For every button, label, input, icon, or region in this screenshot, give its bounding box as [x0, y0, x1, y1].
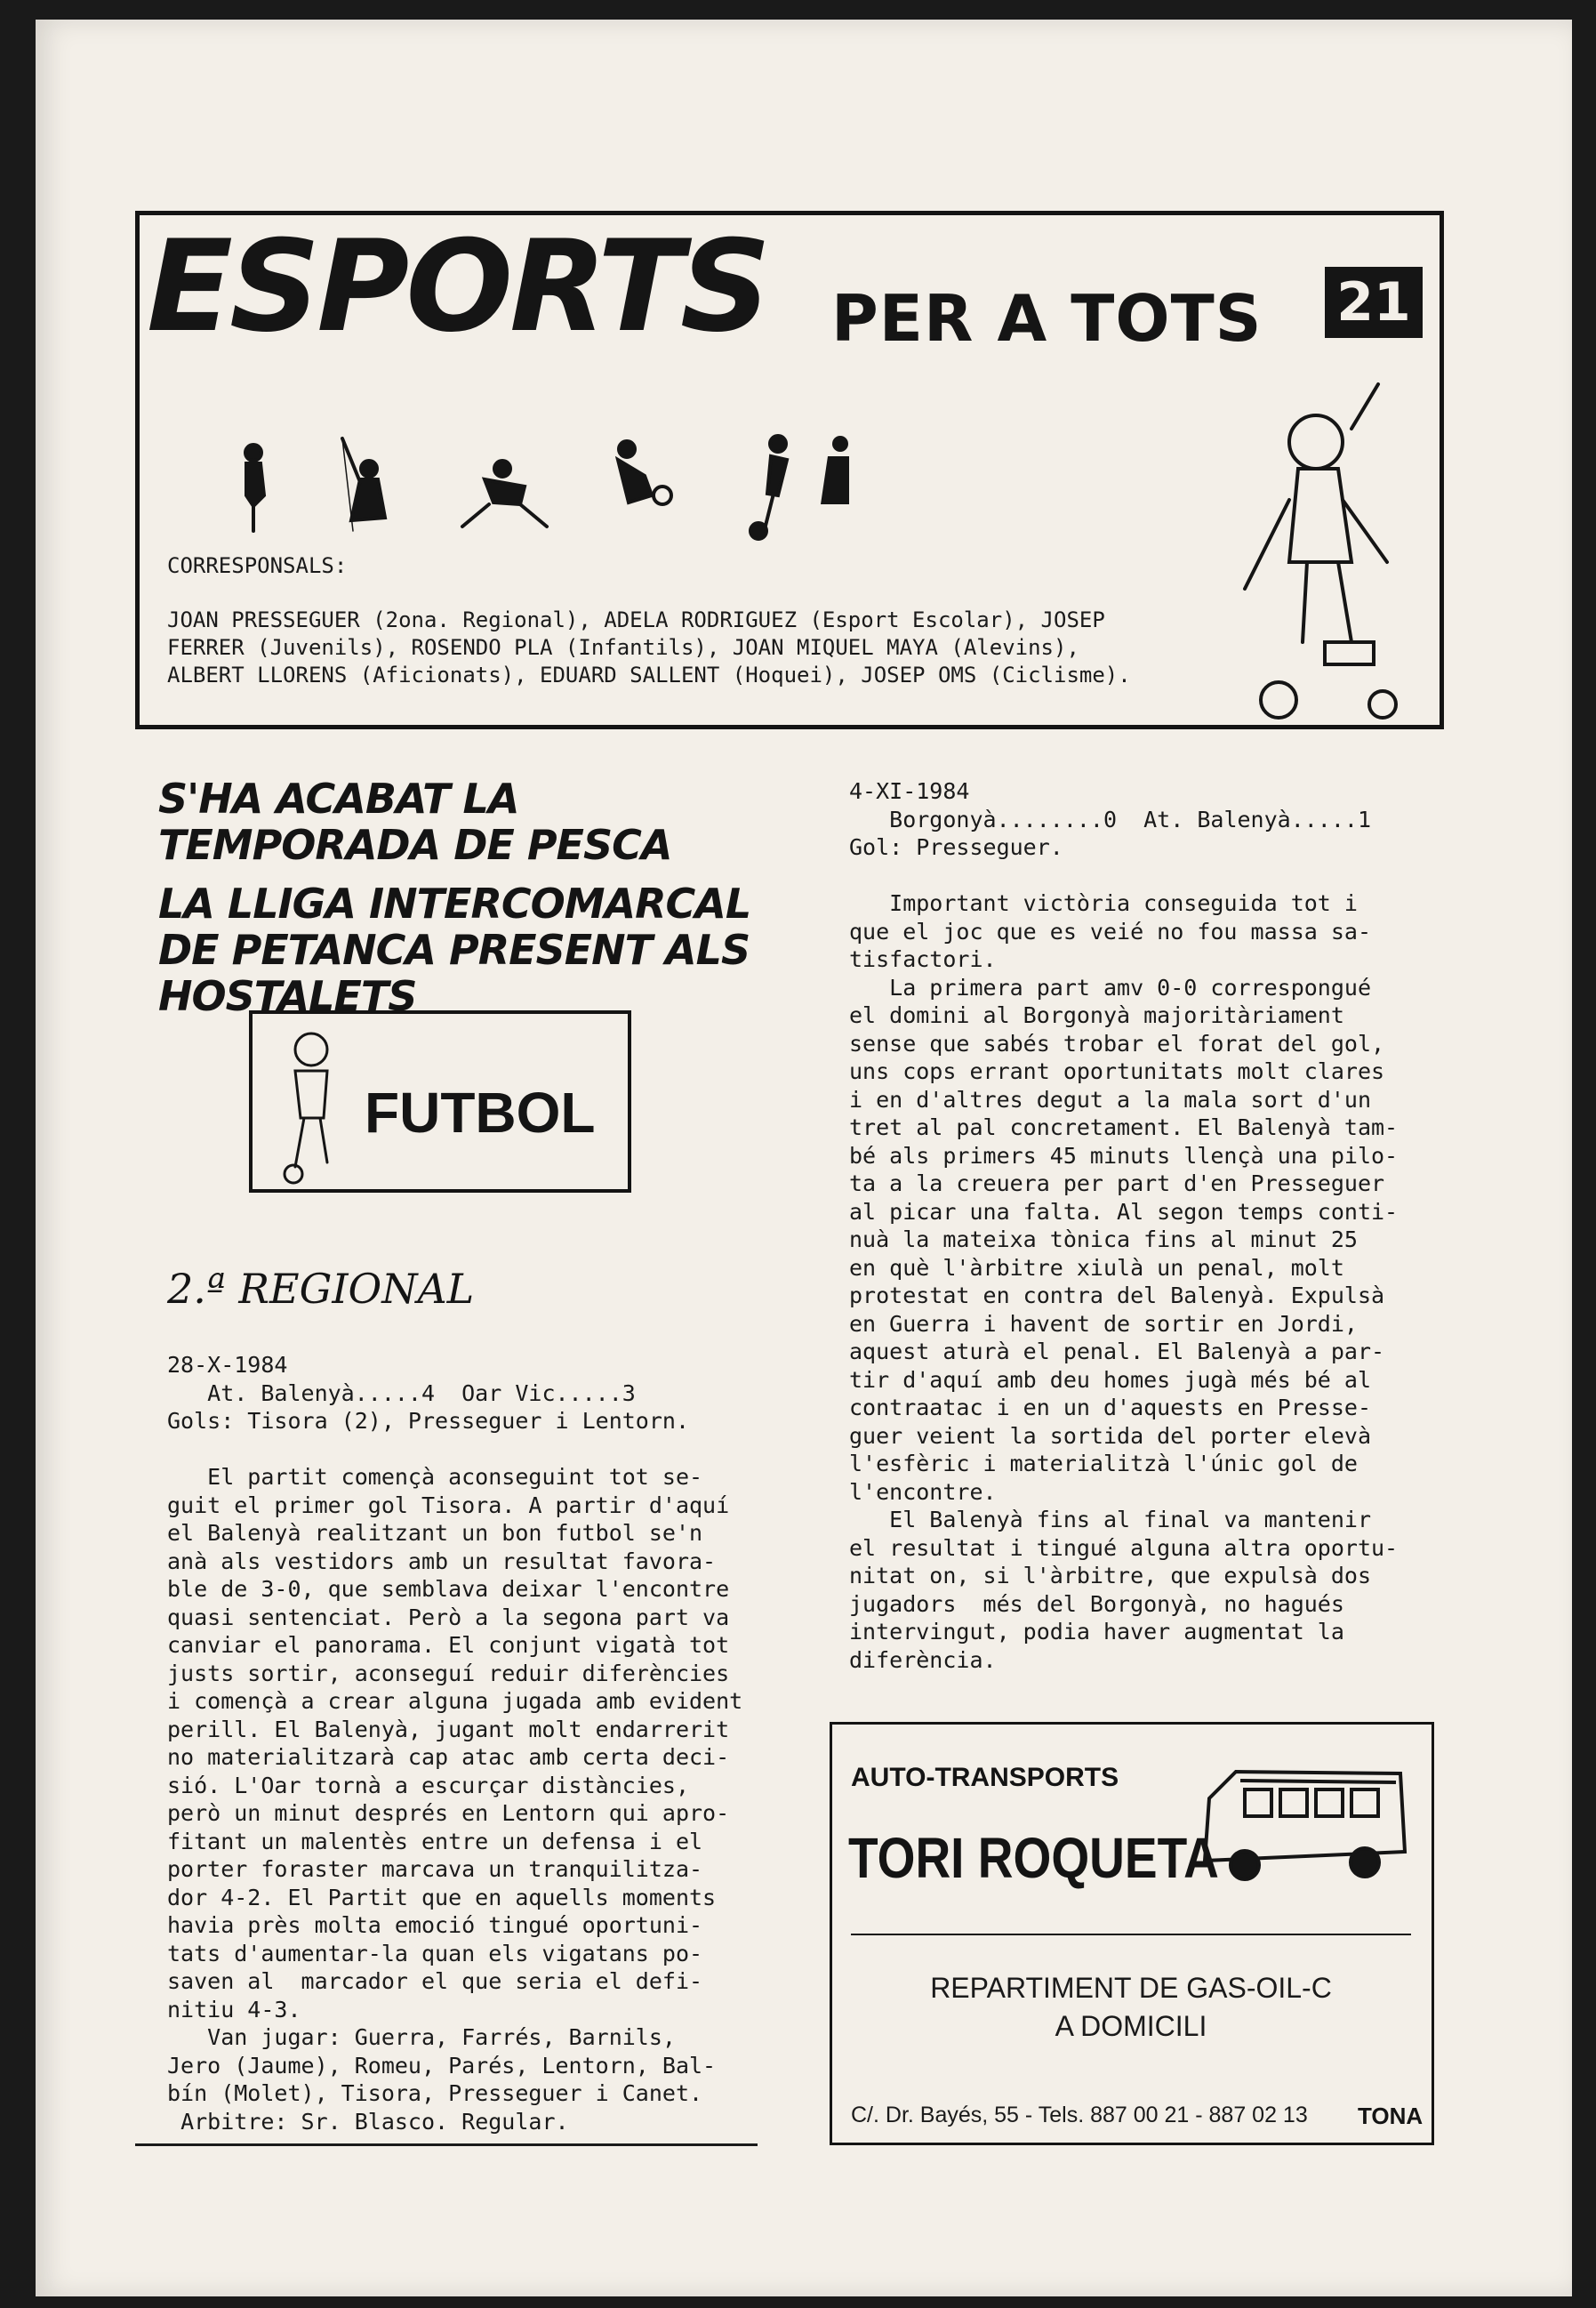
section-title: 2.ª REGIONAL: [167, 1265, 475, 1313]
runner-icon: [770, 436, 786, 452]
cyclist-icon: [245, 445, 261, 461]
ad-town: TONA: [1358, 2103, 1424, 2129]
ad-service-line1: REPARTIMENT DE GAS-OIL-C: [930, 1972, 1332, 2004]
correspondents-text: JOAN PRESSEGUER (2ona. Regional), ADELA RODRIGUEZ (Esport Escolar), JOSEP FERRER (Juvenils), ROSENDO PLA (Infantils), JOAN MIQUEL MAYA (Alevins), ALBERT LLORENS (Aficionats), EDUARD SALLENT (Hoquei), JOSEP OMS (Ciclisme).: [167, 607, 1131, 688]
magazine-page: [36, 20, 1572, 2296]
ad-title: TORI ROQUETA: [848, 1826, 1219, 1890]
fisher-icon: [361, 461, 377, 477]
logo-tagline: PER A TOTS: [831, 281, 1263, 356]
football-player-icon: [269, 1025, 357, 1185]
issue-number: 21: [1325, 267, 1423, 338]
logo-esports: ESPORTS: [147, 213, 768, 360]
column-divider: [135, 2143, 758, 2146]
correspondents-label: CORRESPONSALS:: [167, 553, 348, 578]
futbol-label: FUTBOL: [365, 1081, 596, 1145]
headline-fishing: S'HA ACABAT LA TEMPORADA DE PESCA: [158, 775, 672, 869]
ad-service-line2: A DOMICILI: [1055, 2010, 1207, 2042]
left-article-column: 28-X-1984 At. Balenyà.....4 Oar Vic.....3 Gols: Tisora (2), Presseguer i Lentorn. El partit començà aconseguint tot se- guit el primer gol Tisora. A partir d'aquí el Balenyà realitzant un bon futbol se'n anà als vestidors amb un resultat favora- ble de 3-0, que semblava deixar l'encontre quasi sentenciat. Però a la segona part va canviar el panorama. El conjunt vigatà tot justs sortir, aconseguí reduir diferències i començà a crear alguna jugada amb evident perill. El Balenyà, jugant molt endarrerit no materialitzarà cap atac amb certa deci- sió. L'Oar tornà a escurçar distàncies, però un minut després en Lentorn qui apro- fitant un malentès entre un defensa i el porter foraster marcava un tranquilitza- dor 4-2. El Partit que en aquells moments havia près molta emoció tingué oportuni- tats d'aumentar-la quan els vigatans po- saven al marcador el que seria el defi- nitiu 4-3. Van jugar: Guerra, Farrés, Barnils, Jero (Jaume), Romeu, Parés, Lentorn, Bal- bín (Molet), Tisora, Presseguer i Canet. Arbitre: Sr. Blasco. Regular.: [167, 1352, 743, 2135]
mascot-illustration-icon: [1218, 375, 1423, 731]
ad-rule: [851, 1934, 1411, 1935]
hockey-player-icon: [494, 461, 510, 477]
right-article-column: 4-XI-1984 Borgonyà........0 At. Balenyà.....1 Gol: Presseguer. Important victòria conseguida tot i que el joc que es veié no fou massa sa- tisfactori. La primera part amv 0-0 correspongué el domini al Borgonyà majoritàriament sense que sabés trobar el forat del gol, uns cops errant oportunitats molt clares i en d'altres degut a la mala sort d'un tret al pal concretament. El Balenyà tam- bé als primers 45 minuts llençà una pilo- ta a la creuera per part d'en Presseguer al picar una falta. Al segon temps conti- nuà la mateixa tònica fins al minut 25 en què l'àrbitre xiulà un penal, molt protestat en contra del Balenyà. Expulsà en Guerra i havent de sortir en Jordi, aquest aturà el penal. El Balenyà a par- tir d'aquí amb deu homes jugà més bé al contraatac i en un d'aquests en Presse- guer veient la sortida del porter elevà l'esfèric i materialitzà l'únic gol de l'encontre. El Balenyà fins al final va mantenir el resultat i tingué alguna altra oportu- nitat on, si l'àrbitre, que expulsà dos jugadors més del Borgonyà, no hagués intervingut, podia haver augmentat la diferència.: [849, 778, 1399, 1673]
goalkeeper-icon: [619, 441, 635, 457]
ad-subtitle: AUTO-TRANSPORTS: [851, 1763, 1119, 1792]
bus-icon: [1183, 1763, 1414, 1887]
ad-address: C/. Dr. Bayés, 55 - Tels. 887 00 21 - 887 02 13: [851, 2103, 1308, 2127]
headline-petanca: LA LLIGA INTERCOMARCAL DE PETANCA PRESENT ALS HOSTALETS: [158, 880, 751, 1020]
sports-pictograms-icon: [227, 433, 849, 549]
